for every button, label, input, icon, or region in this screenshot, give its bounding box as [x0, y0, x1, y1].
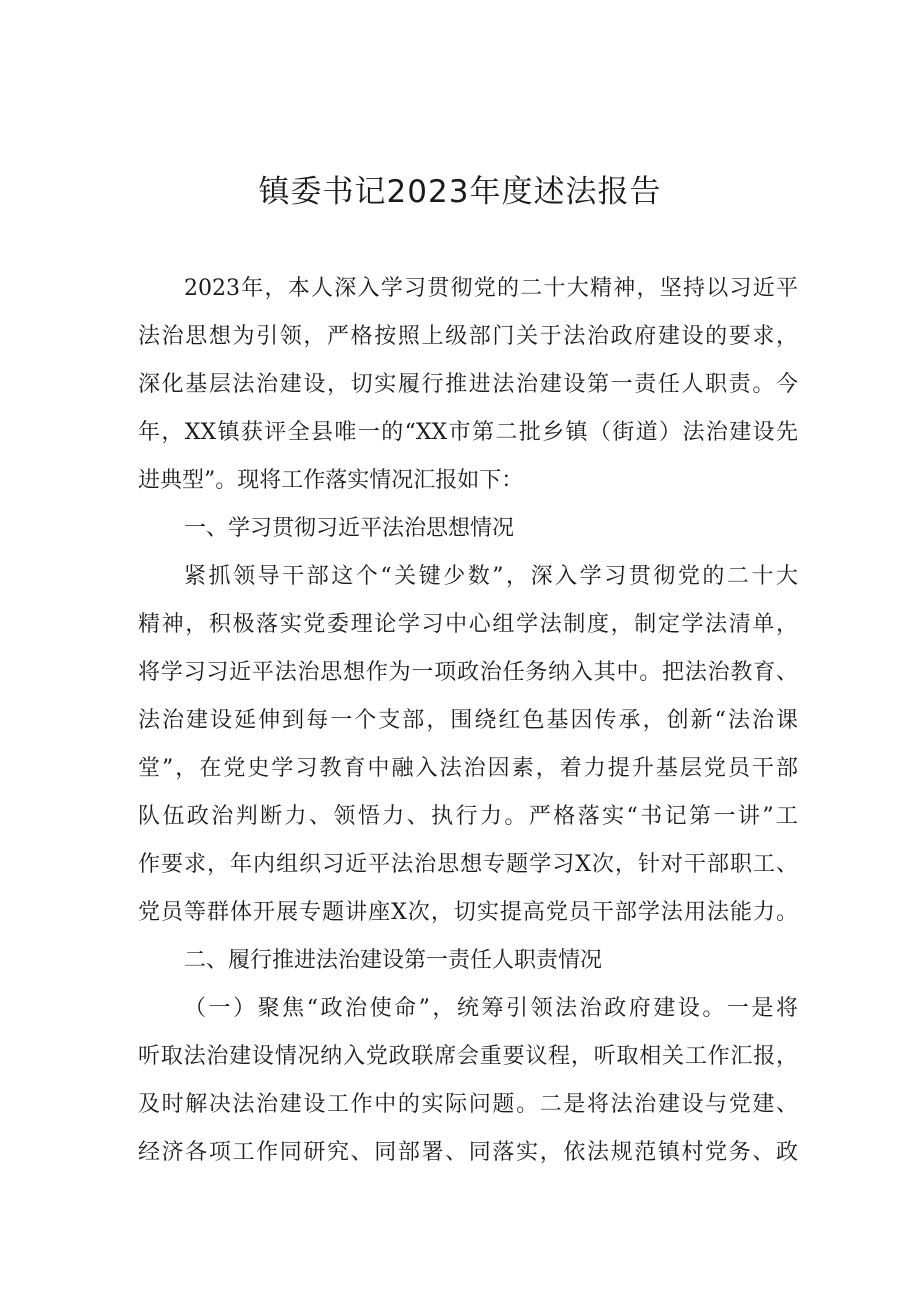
- text-line: 年，XX镇获评全县唯一的“XX市第二批乡镇（街道）法治建设先: [138, 420, 798, 445]
- section-heading: 二、履行推进法治建设第一责任人职责情况: [184, 948, 603, 973]
- text-line: 作要求，年内组织习近平法治思想专题学习X次，针对干部职工、: [138, 852, 798, 877]
- text-line: 法治思想为引领，严格按照上级部门关于法治政府建设的要求，: [138, 324, 798, 349]
- text-line: 法治建设延伸到每一个支部，围绕红色基因传承，创新“法治课: [138, 708, 798, 733]
- text-line: 紧抓领导干部这个“关键少数”，深入学习贯彻党的二十大: [184, 564, 798, 589]
- text-line: 2023年，本人深入学习贯彻党的二十大精神，坚持以习近平: [184, 276, 798, 301]
- text-line: （一）聚焦“政治使命”，统筹引领法治政府建设。一是将: [184, 996, 798, 1021]
- text-line: 及时解决法治建设工作中的实际问题。二是将法治建设与党建、: [138, 1092, 798, 1117]
- text-line: 听取法治建设情况纳入党政联席会重要议程，听取相关工作汇报，: [138, 1044, 798, 1069]
- text-line: 进典型”。现将工作落实情况汇报如下：: [138, 468, 524, 493]
- text-line: 深化基层法治建设，切实履行推进法治建设第一责任人职责。今: [138, 372, 798, 397]
- section-heading: 一、学习贯彻习近平法治思想情况: [184, 516, 515, 541]
- text-line: 队伍政治判断力、领悟力、执行力。严格落实“书记第一讲”工: [138, 804, 798, 829]
- text-line: 堂”，在党史学习教育中融入法治因素，着力提升基层党员干部: [138, 756, 798, 781]
- text-line: 党员等群体开展专题讲座X次，切实提高党员干部学法用法能力。: [138, 900, 798, 925]
- text-line: 经济各项工作同研究、同部署、同落实，依法规范镇村党务、政: [138, 1140, 798, 1165]
- document-body: [138, 265, 798, 1177]
- document-title: 镇委书记2023年度述法报告: [258, 174, 662, 210]
- text-line: 精神，积极落实党委理论学习中心组学法制度，制定学法清单，: [138, 612, 798, 637]
- text-line: 将学习习近平法治思想作为一项政治任务纳入其中。把法治教育、: [138, 660, 798, 685]
